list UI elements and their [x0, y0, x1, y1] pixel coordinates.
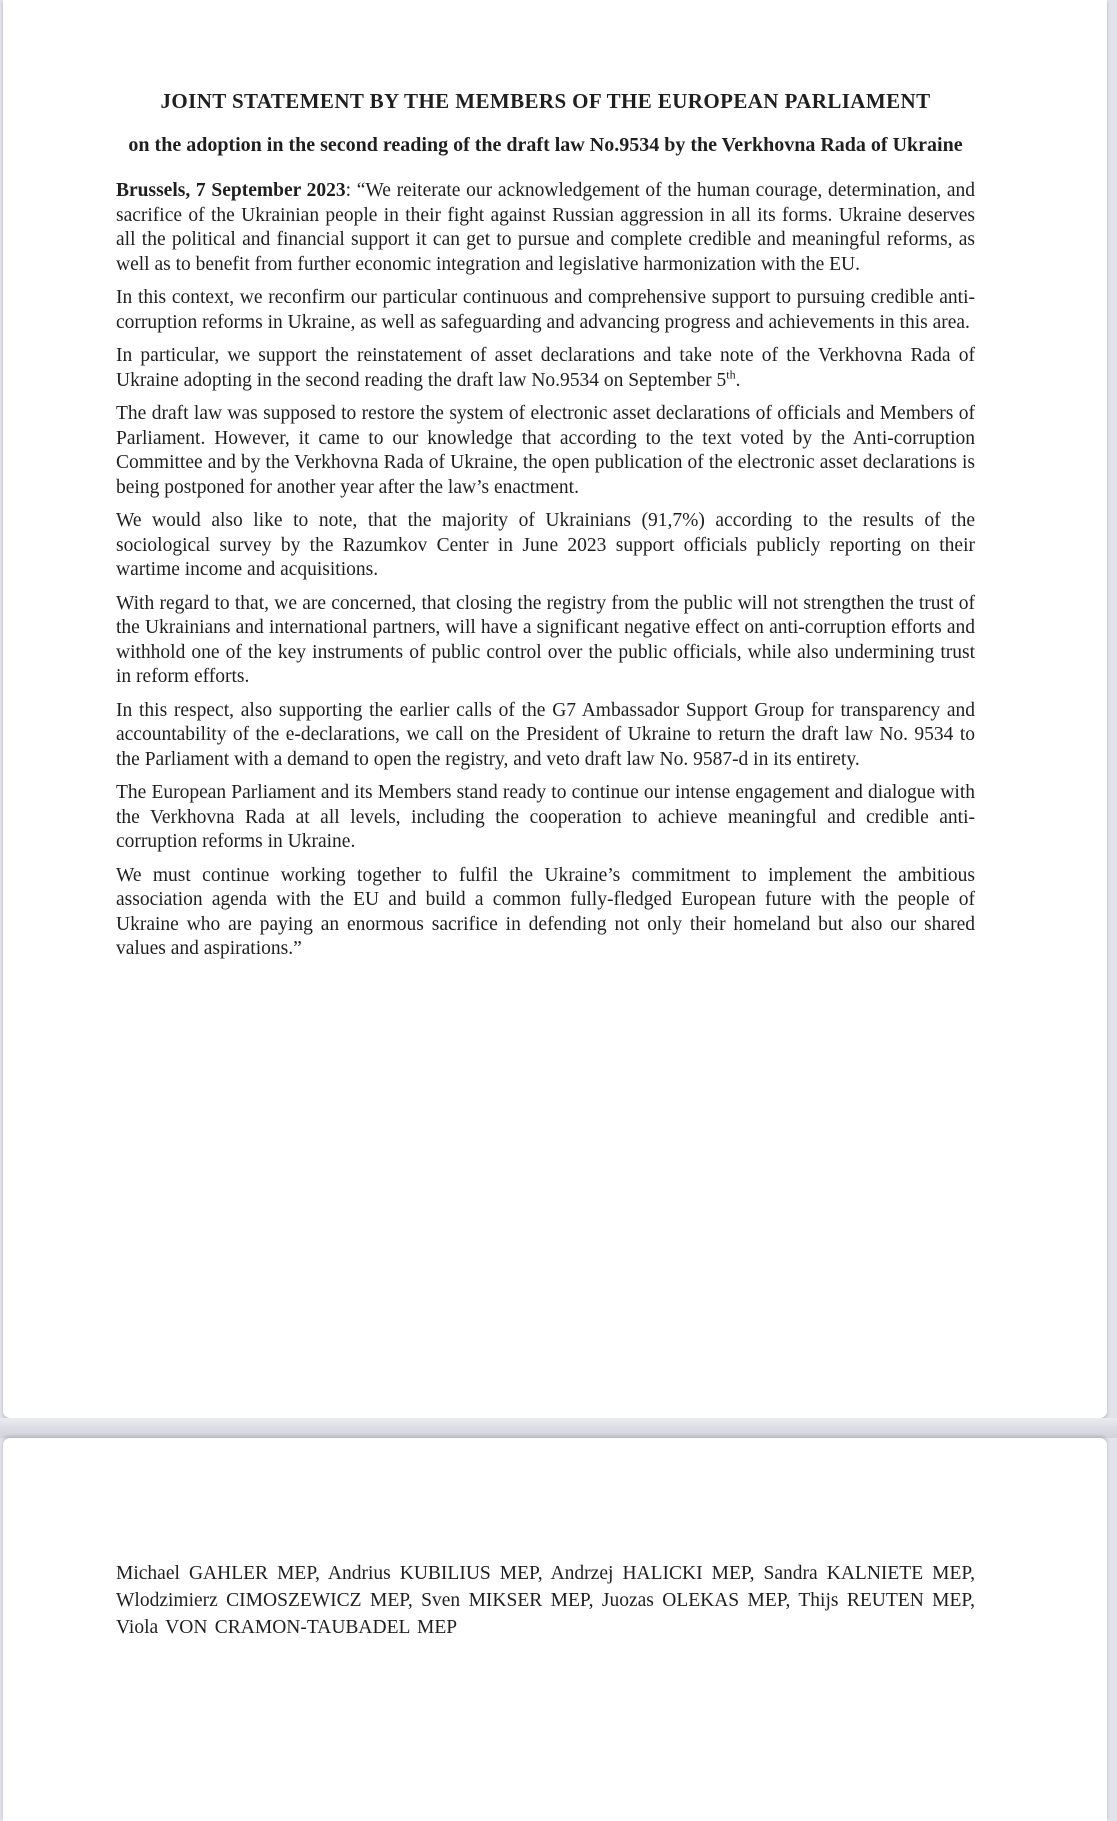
document-subtitle: on the adoption in the second reading of the draft law No.9534 by the Verkhovna Rada of Ukraine: [128, 134, 963, 156]
document-title: JOINT STATEMENT BY THE MEMBERS OF THE EUROPEAN PARLIAMENT: [160, 89, 931, 113]
paragraph-context: In this context, we reconfirm our particular continuous and comprehensive support to pursuing credible anti-corruption reforms in Ukraine, as well as safeguarding and advancing progress and achievements in this area.: [116, 287, 975, 333]
dateline: Brussels, 7 September 2023: [116, 180, 346, 201]
paragraph-concern: With regard to that, we are concerned, that closing the registry from the public will not strengthen the trust of the Ukrainians and international partners, will have a significant negative effect on anti-corruption efforts and withhold one of the key instruments of public control over the public officials, while also undermining trust in reform efforts.: [116, 592, 975, 687]
paragraph-opening: [116, 179, 975, 277]
paragraph-reinstatement-text: In particular, we support the reinstatement of asset declarations and take note of the Verkhovna Rada of Ukraine adopting in the second reading the draft law No.9534 on September 5: [116, 345, 975, 391]
paragraph-survey: We would also like to note, that the majority of Ukrainians (91,7%) according to the results of the sociological survey by the Razumkov Center in June 2023 support officials publicly reporting on their wartime income and acquisitions.: [116, 510, 975, 580]
paragraph-call-to-action: In this respect, also supporting the earlier calls of the G7 Ambassador Support Group for transparency and accountability of the e-declarations, we call on the President of Ukraine to return the draft law No. 9534 to the Parliament with a demand to open the registry, and veto draft law No. 9587-d in its entirety.: [116, 699, 975, 770]
page-2: [3, 1438, 1107, 1821]
page-1: [3, 0, 1107, 1418]
ordinal-superscript: th: [726, 367, 736, 381]
paragraph-closing: We must continue working together to fulfil the Ukraine’s commitment to implement the ambitious association agenda with the EU and build a common fully-fledged European future with the people of Ukraine who are paying an enormous sacrifice in defending not only their homeland but also our shared values and aspirations.”: [116, 864, 975, 959]
paragraph-reinstatement: [116, 344, 975, 393]
paragraph-opening-text: : “We reiterate our acknowledgement of the human courage, determination, and sacrifice of the Ukrainian people in their fight against Russian aggression in all its forms. Ukraine deserves all the political and financial support it can get to pursue and complete credible and meaningful reforms, as well as to benefit from further economic integration and legislative harmonization with the EU.: [116, 180, 975, 275]
paragraph-reinstatement-tail: .: [735, 369, 741, 391]
paragraph-engagement: The European Parliament and its Members stand ready to continue our intense engagement and dialogue with the Verkhovna Rada at all levels, including the cooperation to achieve meaningful and credible anti-corruption reforms in Ukraine.: [116, 782, 975, 852]
signatories: Michael GAHLER MEP, Andrius KUBILIUS MEP, Andrzej HALICKI MEP, Sandra KALNIETE MEP, Wlodzimierz CIMOSZEWICZ MEP, Sven MIKSER MEP, Juozas OLEKAS MEP, Thijs REUTEN MEP, Viola VON CRAMON-TAUBADEL MEP: [116, 1563, 975, 1638]
paragraph-draft-law: The draft law was supposed to restore the system of electronic asset declarations of officials and Members of Parliament. However, it came to our knowledge that according to the text voted by the Anti-corruption Committee and by the Verkhovna Rada of Ukraine, the open publication of the electronic asset declarations is being postponed for another year after the law’s enactment.: [116, 403, 975, 498]
page-break: [0, 1418, 1117, 1438]
